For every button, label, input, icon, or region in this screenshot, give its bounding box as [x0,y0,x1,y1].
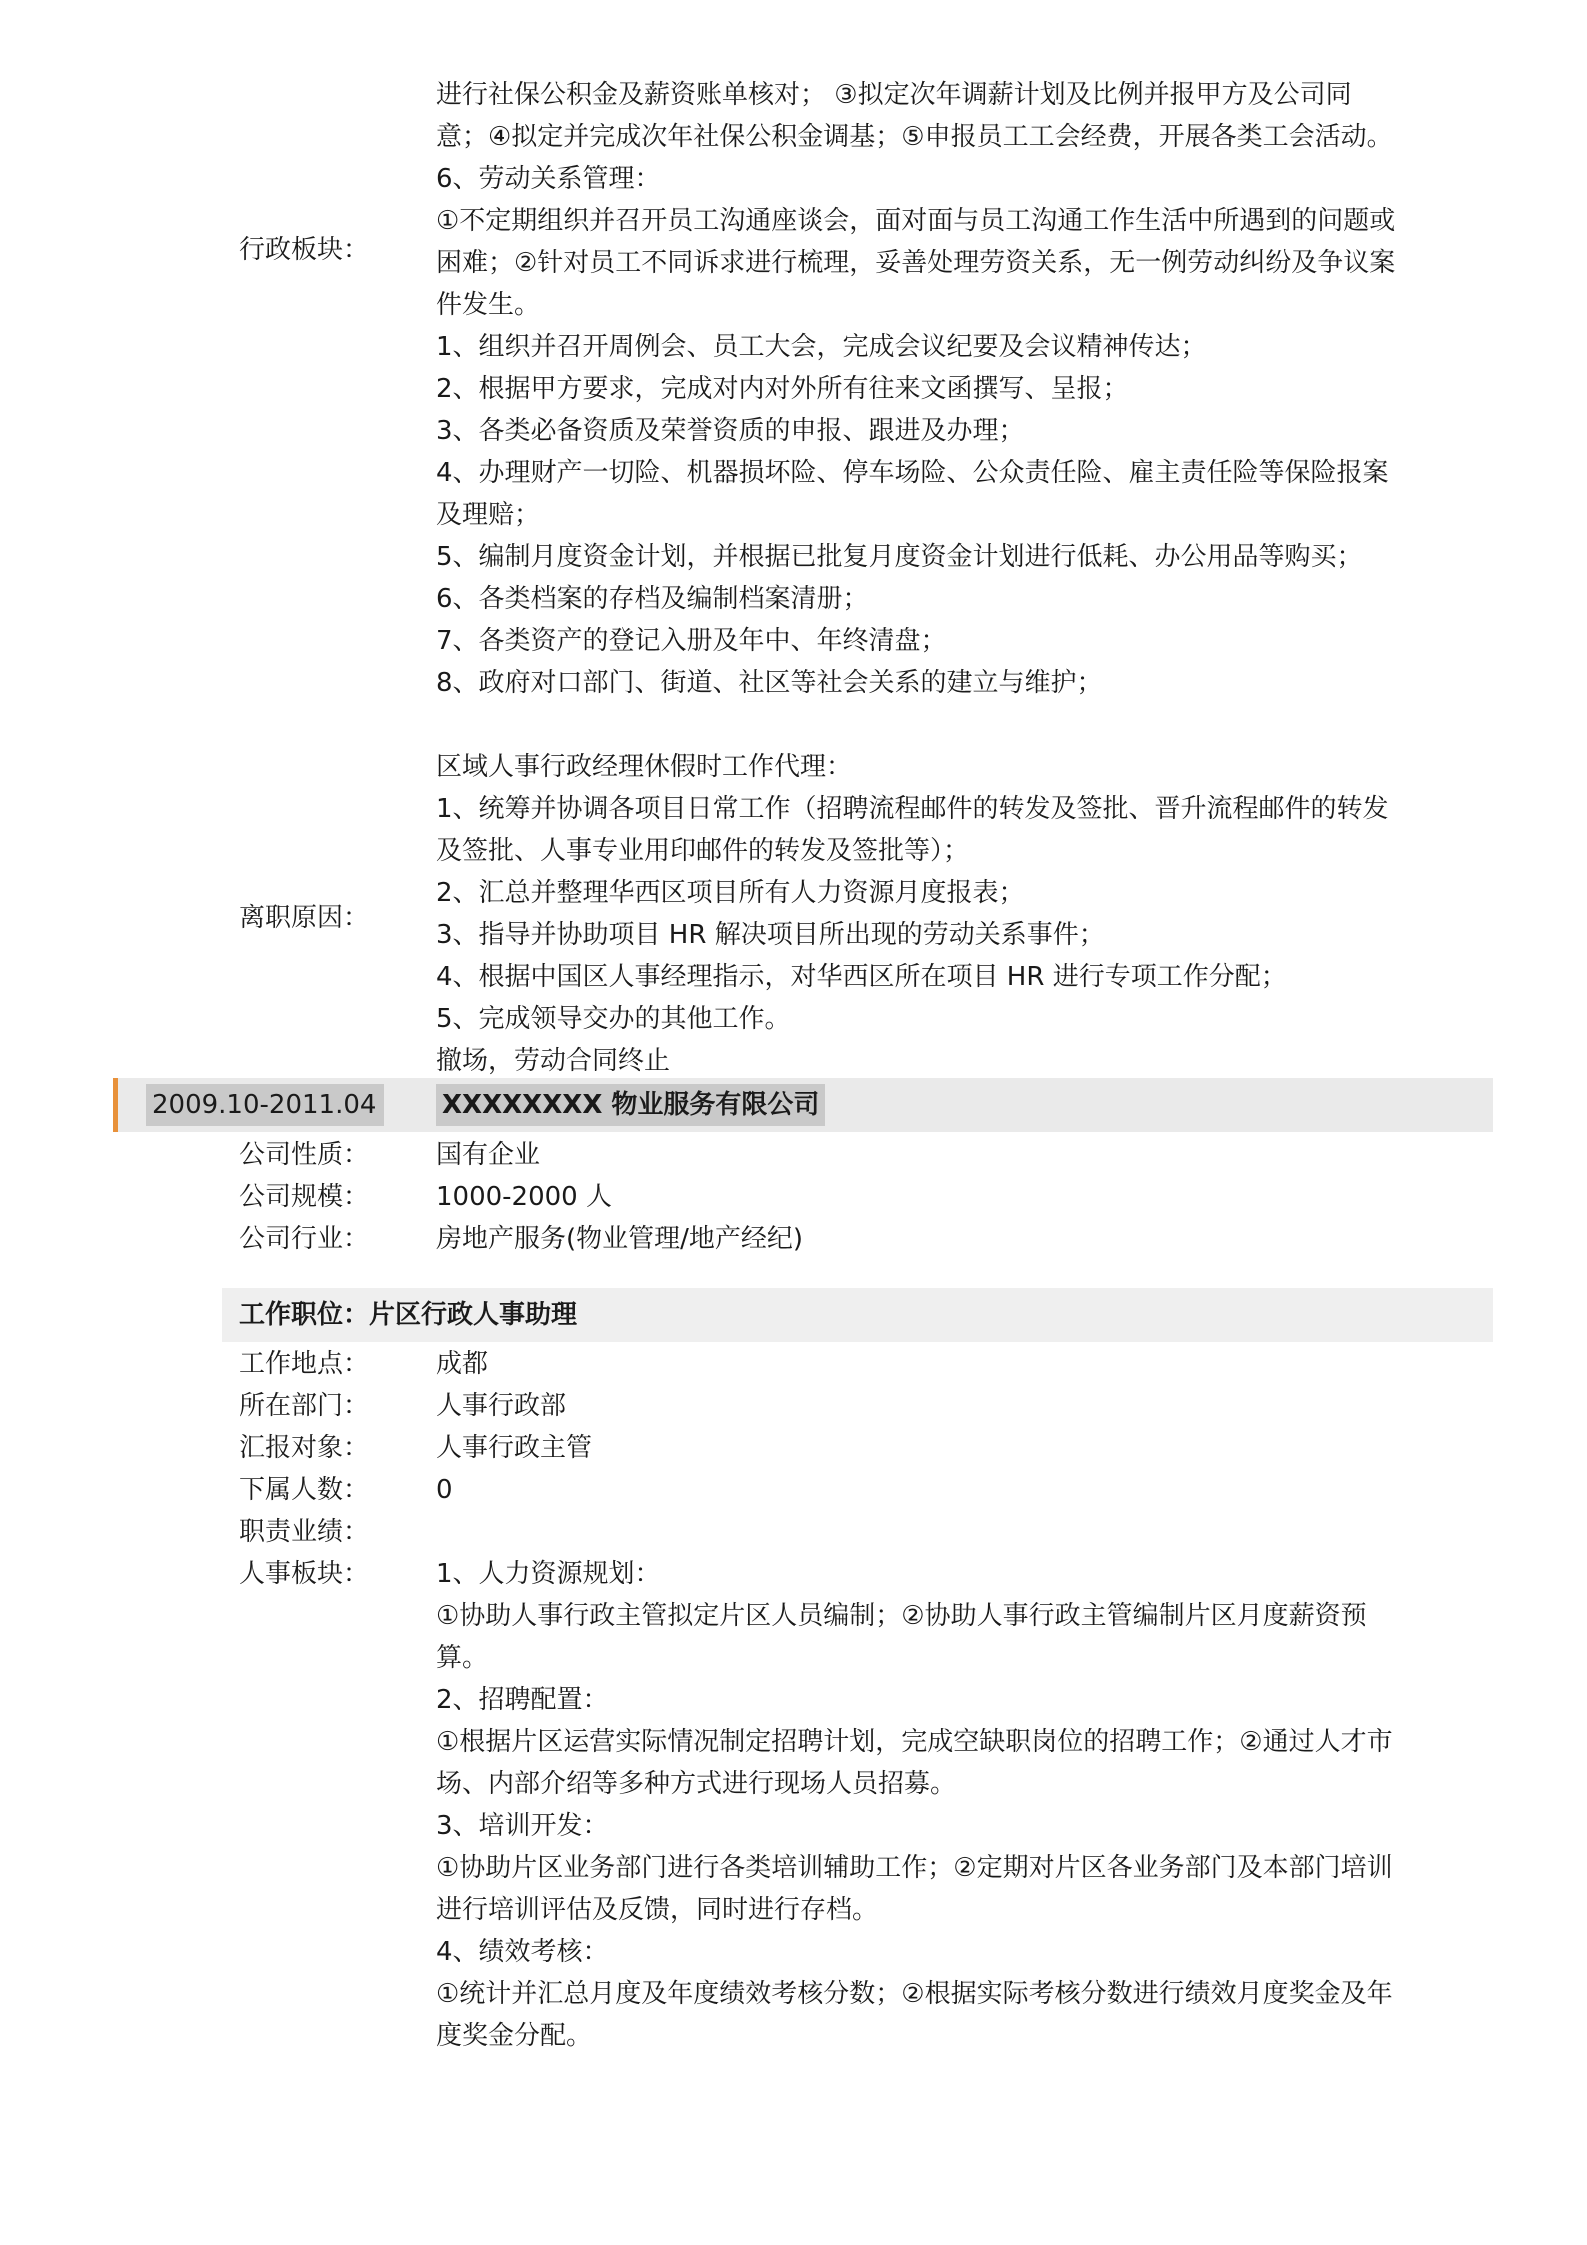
job-header [113,1078,1493,1132]
text-line: 6、各类档案的存档及编制档案清册； [436,584,869,614]
company-type-label: 公司性质： [239,1140,370,1170]
text-line: ①不定期组织并召开员工沟通座谈会，面对面与员工沟通工作生活中所遇到的问题或 [436,206,1396,236]
company-info-labels [239,1134,369,1260]
subordinates-label: 下属人数： [239,1475,370,1505]
company-info-values [436,1134,1486,1260]
position-bar [222,1288,1493,1342]
text-line: 度奖金分配。 [436,2021,593,2051]
text-line: 意；④拟定并完成次年社保公积金调基；⑤申报员工工会经费，开展各类工会活动。 [436,122,1393,152]
text-line: 困难；②针对员工不同诉求进行梳理，妥善处理劳资关系，无一例劳动纠纷及争议案 [436,248,1396,278]
text-line: 2、招聘配置： [436,1685,609,1715]
report-to-value: 人事行政主管 [436,1433,593,1463]
text-line: ①统计并汇总月度及年度绩效考核分数；②根据实际考核分数进行绩效月度奖金及年 [436,1979,1393,2009]
text-line: 5、编制月度资金计划，并根据已批复月度资金计划进行低耗、办公用品等购买； [436,542,1363,572]
text-line: 1、统筹并协调各项目日常工作（招聘流程邮件的转发及签批、晋升流程邮件的转发 [436,794,1389,824]
company-type-value: 国有企业 [436,1140,541,1170]
company-industry-label: 公司行业： [239,1224,370,1254]
text-line: 5、完成领导交办的其他工作。 [436,1004,791,1034]
text-line: 4、根据中国区人事经理指示，对华西区所在项目 HR 进行专项工作分配； [436,962,1287,992]
text-line: 1、组织并召开周例会、员工大会，完成会议纪要及会议精神传达； [436,332,1207,362]
company-name: XXXXXXXX 物业服务有限公司 [436,1084,825,1126]
text-line: 进行社保公积金及薪资账单核对； ③拟定次年调薪计划及比例并报甲方及公司同 [436,80,1352,110]
text-line: 区域人事行政经理休假时工作代理： [436,752,853,782]
duties-value [436,1511,1486,1553]
text-line: ①协助人事行政主管拟定片区人员编制；②协助人事行政主管编制片区月度薪资预 [436,1601,1367,1631]
job-detail-labels [239,1343,369,1595]
department-label: 所在部门： [239,1391,370,1421]
work-location-label: 工作地点： [239,1349,370,1379]
text-line: 7、各类资产的登记入册及年中、年终清盘； [436,626,947,656]
text-line: 4、办理财产一切险、机器损坏险、停车场险、公众责任险、雇主责任险等保险报案 [436,458,1389,488]
text-line: ①协助片区业务部门进行各类培训辅助工作；②定期对片区各业务部门及本部门培训 [436,1853,1393,1883]
hr-module-label: 人事板块： [239,1559,370,1589]
text-line: 3、指导并协助项目 HR 解决项目所出现的劳动关系事件； [436,920,1105,950]
text-line: 4、绩效考核： [436,1937,609,1967]
text-line: 件发生。 [436,290,541,320]
text-line: 及签批、人事专业用印邮件的转发及签批等）； [436,836,970,866]
department-value: 人事行政部 [436,1391,567,1421]
job-detail-values [436,1343,1486,2057]
company-industry-value: 房地产服务(物业管理/地产经纪) [436,1224,804,1254]
section1-content [436,74,1486,1082]
company-size-label: 公司规模： [239,1182,370,1212]
text-line: 6、劳动关系管理： [436,164,661,194]
job-date-range: 2009.10-2011.04 [146,1084,384,1126]
text-line: 2、汇总并整理华西区项目所有人力资源月度报表； [436,878,1025,908]
subordinates-value: 0 [436,1475,453,1505]
work-location-value: 成都 [436,1349,489,1379]
text-line: 1、人力资源规划： [436,1559,661,1589]
duties-label: 职责业绩： [239,1517,370,1547]
text-line: ①根据片区运营实际情况制定招聘计划，完成空缺职岗位的招聘工作；②通过人才市 [436,1727,1393,1757]
text-line: 撤场，劳动合同终止 [436,1046,671,1076]
text-line: 算。 [436,1643,489,1673]
job-position-title: 工作职位：片区行政人事助理 [239,1300,578,1330]
leave-reason-label: 离职原因： [239,903,370,933]
admin-module-label: 行政板块： [239,235,370,265]
text-line: 2、根据甲方要求，完成对内对外所有往来文函撰写、呈报； [436,374,1129,404]
accent-bar [113,1078,118,1132]
text-line: 场、内部介绍等多种方式进行现场人员招募。 [436,1769,957,1799]
blank-line [436,704,1486,746]
report-to-label: 汇报对象： [239,1433,370,1463]
text-line: 3、各类必备资质及荣誉资质的申报、跟进及办理； [436,416,1025,446]
company-size-value: 1000-2000 人 [436,1182,612,1212]
text-line: 及理赔； [436,500,541,530]
text-line: 8、政府对口部门、街道、社区等社会关系的建立与维护； [436,668,1103,698]
text-line: 3、培训开发： [436,1811,609,1841]
text-line: 进行培训评估及反馈，同时进行存档。 [436,1895,879,1925]
